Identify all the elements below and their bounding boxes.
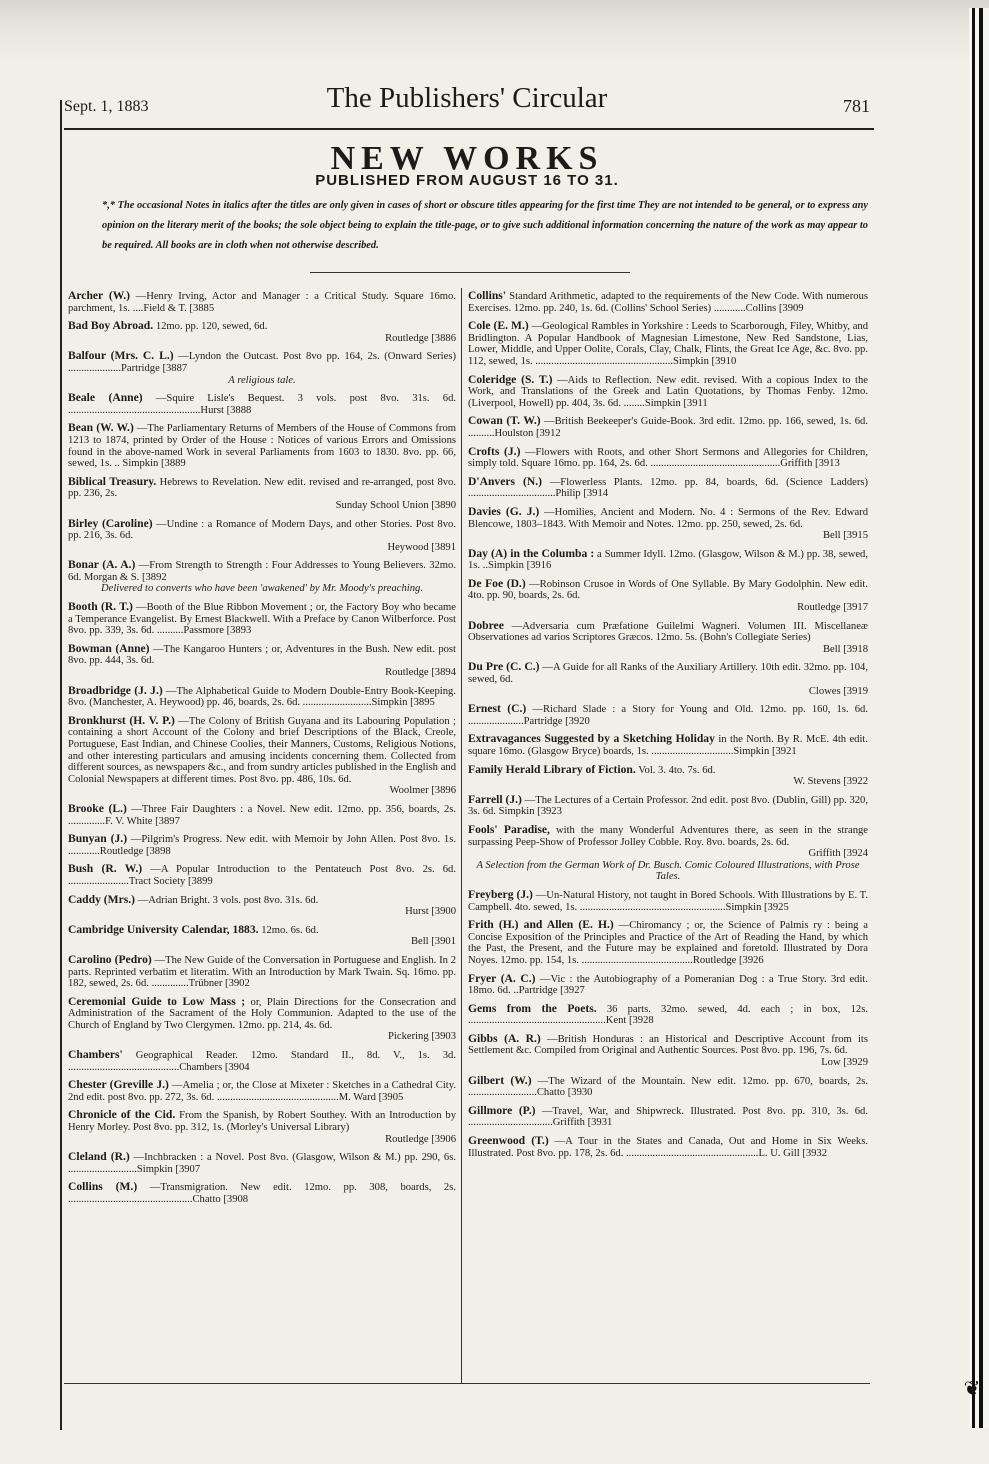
- entry-text: —Transmigration. New edit. 12mo. pp. 308, boards, 2s. ...............................................Chatto [3908: [68, 1182, 456, 1205]
- book-entry: [68, 863, 456, 887]
- entry-text: —Un-Natural History, not taught in Bored Schools. With Illustrations by E. T. Campbell. 4to. sewed, 1s. .......................................................Simpkin [3925: [468, 889, 868, 913]
- entry-heading: Ernest (C.): [468, 702, 527, 716]
- entry-note: Delivered to converts who have been 'awakened' by Mr. Moody's preaching.: [101, 583, 423, 595]
- entry-text: a Summer Idyll. 12mo. (Glasgow, Wilson & M.) pp. 38, sewed, 1s. ..Simpkin [3916: [468, 548, 868, 572]
- entry-text: —Robinson Crusoe in Words of One Syllable. By Mary Godolphin. New edit. 4to. pp. 90, boards, 2s. 6d.: [468, 578, 869, 602]
- entry-heading: Gibbs (A. R.): [468, 1031, 541, 1045]
- left-column: [68, 290, 456, 1212]
- book-entry: [468, 824, 868, 883]
- entry-text: —Amelia ; or, the Close at Mixeter : Sketches in a Cathedral City. 2nd edit. post 8vo. pp. 272, 3s. 6d. ..............................................M. Ward [3905: [68, 1080, 457, 1103]
- book-entry: [68, 290, 456, 314]
- entry-heading: Archer (W.): [68, 289, 130, 302]
- book-entry: [468, 446, 868, 470]
- entry-text: —Geological Rambles in Yorkshire : Leeds to Scarborough, Filey, Whitby, and Bridlington. A Popular Handbook of Magnesian Limestone, New Red Sandstone, Lias, Lower, Middle, and Upper Oolite, Corals, Clay, Chalk, Flints, the Great Ice Age, &c. 8vo. pp. 112, sewed, 1s. ....................................................Simpkin [3910: [468, 321, 868, 367]
- entry-publisher: Routledge [3906: [385, 1133, 456, 1145]
- book-entry: [68, 954, 456, 990]
- entry-publisher: Woolmer [3896: [389, 785, 456, 797]
- entry-heading: D'Anvers (N.): [468, 474, 542, 488]
- entry-heading: Du Pre (C. C.): [468, 660, 540, 674]
- entry-text: —British Beekeeper's Guide-Book. 3rd edit. 12mo. pp. 166, sewed, 1s. 6d. ..........Houlston [3912: [468, 416, 868, 439]
- entry-text: —The Parliamentary Returns of Members of the House of Commons from 1213 to 1874, printed by Order of the House : Notices of various Errors and Omissions found in the above-named Work in several Parliaments from 1603 to 1830. 8vo. pp. 66, sewed, 1s. .. Simpkin [3889: [68, 423, 456, 470]
- entry-text: with the many Wonderful Adventures there, as seen in the strange surpassing Peep-Show of Professor Jolley Cobble. Roy. 8vo. boards, 2s. 6d.: [468, 824, 869, 848]
- entry-heading: Freyberg (J.): [468, 887, 533, 901]
- entry-text: —Henry Irving, Actor and Manager : a Critical Study. Square 16mo. parchment, 1s. ....Field & T. [3885: [68, 291, 456, 314]
- book-entry: [68, 1049, 456, 1073]
- page-header: [64, 82, 870, 128]
- entry-publisher: Routledge [3894: [385, 667, 456, 679]
- book-entry: [68, 833, 456, 857]
- entry-heading: Bean (W. W.): [68, 421, 134, 435]
- book-entry: [468, 764, 868, 788]
- book-entry: [468, 506, 868, 542]
- entry-heading: Brooke (L.): [68, 801, 127, 815]
- entry-text: —Three Fair Daughters : a Novel. New edit. 12mo. pp. 356, boards, 2s. ..............F. V. White [3897: [68, 803, 457, 827]
- entry-publisher: Clowes [3919: [808, 685, 868, 697]
- book-entry: [68, 643, 456, 679]
- entry-heading: Crofts (J.): [468, 444, 521, 458]
- entry-text: —Chiromancy ; or, the Science of Palmis ry : being a Concise Exposition of the Principles and Practice of the Art of Reading the Hand, by which the Past, the Present, and the Future may be explained and foretold. Illustrated by Dora Noyes. 12mo. pp. 154, 1s. ..........................................Routledge [3926: [468, 920, 868, 966]
- entry-heading: Chambers': [68, 1048, 123, 1062]
- entry-text: or, Plain Directions for the Consecration and Administration of the Sacrament of the Holy Communion. Adapted to the use of the Church of England by Two Clergymen. 12mo. pp. 214, 4s. 6d.: [68, 996, 456, 1031]
- entry-text: 12mo. pp. 120, sewed, 6d.: [155, 321, 268, 333]
- entry-heading: Coleridge (S. T.): [468, 372, 553, 386]
- entry-text: —The Lectures of a Certain Professor. 2nd edit. post 8vo. (Dublin, Gill) pp. 320, 3s. 6d. Simpkin [3923: [468, 794, 868, 818]
- entry-heading: Bad Boy Abroad.: [68, 319, 154, 333]
- book-entry: [468, 290, 868, 314]
- entry-publisher: Bell [3915: [822, 530, 868, 542]
- entry-text: —The Alphabetical Guide to Modern Double-Entry Book-Keeping. 8vo. (Manchester, A. Heywood) pp. 46, boards, 2s. 6d. ..........................Simpkin [3895: [68, 685, 456, 709]
- book-entry: [68, 1079, 456, 1103]
- book-entry: [468, 1135, 868, 1159]
- book-entry: [68, 320, 456, 344]
- entry-heading: Cole (E. M.): [468, 319, 529, 333]
- book-entry: [468, 1003, 868, 1027]
- entry-heading: Balfour (Mrs. C. L.): [68, 349, 174, 363]
- entry-text: —A Guide for all Ranks of the Auxiliary Artillery. 10th edit. 32mo. pp. 104, sewed, 6d.: [468, 662, 869, 686]
- book-entry: [468, 374, 868, 410]
- entry-text: From the Spanish, by Robert Southey. With an Introduction by Henry Morley. Post 8vo. pp. 312, 1s. (Morley's Universal Library): [68, 1110, 457, 1134]
- entry-heading: Greenwood (T.): [468, 1134, 549, 1148]
- page-top-edge: [0, 0, 989, 62]
- entry-text: 36 parts. 32mo. sewed, 4d. each ; in box, 12s. ....................................................Kent [3928: [468, 1003, 868, 1027]
- entry-heading: Cambridge University Calendar, 1883.: [68, 922, 259, 936]
- intro-rule: [310, 272, 630, 273]
- entry-text: —Adrian Bright. 3 vols. post 8vo. 31s. 6d.: [137, 894, 319, 906]
- book-entry: [468, 661, 868, 697]
- entry-heading: Collins': [468, 289, 507, 302]
- entry-heading: Cleland (R.): [68, 1150, 130, 1164]
- entry-text: Vol. 3. 4to. 7s. 6d.: [638, 764, 716, 776]
- entry-text: 12mo. 6s. 6d.: [261, 924, 319, 936]
- entry-heading: Fryer (A. C.): [468, 971, 536, 985]
- column-divider: [461, 288, 462, 1384]
- entry-text: —From Strength to Strength : Four Addresses to Young Believers. 32mo. 6d. Morgan & S. [3892: [68, 560, 456, 583]
- entry-heading: Chronicle of the Cid.: [68, 1108, 176, 1122]
- header-title: The Publishers' Circular: [326, 82, 608, 114]
- entry-publisher: Hurst [3900: [405, 906, 456, 918]
- book-entry: [68, 1151, 456, 1175]
- section-heading: NEW WORKS: [330, 140, 604, 177]
- entry-heading: Farrell (J.): [468, 792, 522, 806]
- entry-heading: Collins (M.): [68, 1180, 138, 1194]
- entry-text: —The Wizard of the Mountain. New edit. 12mo. pp. 670, boards, 2s. ..........................Chatto [3930: [468, 1075, 869, 1099]
- book-entry: [468, 919, 868, 966]
- entry-text: —Squire Lisle's Bequest. 3 vols. post 8vo. 31s. 6d. ..................................................Hurst [3888: [68, 393, 457, 416]
- entry-heading: Day (A) in the Columba :: [468, 546, 595, 560]
- entry-text: —Booth of the Blue Ribbon Movement ; or, the Factory Boy who became a Temperance Evangelist. By Ernest Blackwell. With a Preface by Canon Wilberforce. Post 8vo. pp. 339, 3s. 6d. ..........Passmore [3893: [68, 602, 456, 637]
- entry-note: A religious tale.: [228, 374, 296, 386]
- entry-heading: Booth (R. T.): [68, 600, 133, 614]
- entry-heading: Family Herald Library of Fiction.: [468, 762, 636, 776]
- entry-text: —Aids to Reflection. New edit. revised. With a copious Index to the Work, and Translations of the Greek and Latin Quotations, by Thomas Fenby. 12mo. (Liverpool, Howell) pp. 404, 3s. 6d. ........Simpkin [3911: [468, 374, 868, 409]
- book-entry: [68, 715, 456, 797]
- book-entry: [468, 476, 868, 500]
- entry-heading: Bronkhurst (H. V. P.): [68, 713, 175, 727]
- entry-heading: Davies (G. J.): [468, 504, 540, 518]
- entry-publisher: Routledge [3886: [385, 332, 456, 344]
- entry-publisher: Pickering [3903: [388, 1031, 456, 1043]
- entry-heading: Birley (Caroline): [68, 516, 153, 530]
- book-entry: [468, 548, 868, 572]
- book-entry: [68, 350, 456, 386]
- entry-publisher: Bell [3901: [410, 936, 456, 948]
- entry-publisher: Heywood [3891: [387, 541, 456, 553]
- book-entry: [68, 894, 456, 918]
- entry-publisher: Sunday School Union [3890: [335, 499, 456, 511]
- entry-heading: Bunyan (J.): [68, 832, 128, 846]
- entry-text: —Inchbracken : a Novel. Post 8vo. (Glasgow, Wilson & M.) pp. 290, 6s. ..........................Simpkin [3907: [68, 1152, 456, 1175]
- entry-heading: Gilbert (W.): [468, 1073, 532, 1087]
- ornament-icon: ❦: [963, 1378, 981, 1400]
- book-entry: [68, 685, 456, 709]
- page-number: 781: [843, 96, 870, 116]
- book-entry: [468, 620, 868, 656]
- entry-text: —Adversaria cum Præfatione Guilelmi Wagneri. Volumen III. Miscellaneæ Observationes ad varios Scriptores Græcos. 12mo. 5s. (Bohn's Collegiate Series): [468, 620, 869, 644]
- entry-text: —Richard Slade : a Story for Young and Old. 12mo. pp. 160, 1s. 6d. .....................Partridge [3920: [468, 704, 868, 727]
- entry-heading: Chester (Greville J.): [68, 1078, 169, 1092]
- entry-heading: Carolino (Pedro): [68, 952, 152, 966]
- entry-text: —A Tour in the States and Canada, Out and Home in Six Weeks. Illustrated. Post 8vo. pp. 178, 2s. 6d. ..................................................L. U. Gill [3932: [468, 1136, 869, 1159]
- entry-heading: Frith (H.) and Allen (E. H.): [468, 918, 614, 932]
- book-entry: [468, 1075, 868, 1099]
- entry-heading: Caddy (Mrs.): [68, 892, 135, 906]
- entry-note: A Selection from the German Work of Dr. Busch. Comic Coloured Illustrations, with Prose Tales.: [476, 859, 860, 883]
- book-entry: [68, 476, 456, 512]
- book-entry: [468, 578, 868, 614]
- entry-text: —Travel, War, and Shipwreck. Illustrated. Post 8vo. pp. 310, 3s. 6d. ................................Griffith [3931: [468, 1105, 868, 1129]
- entry-publisher: Routledge [3917: [797, 602, 868, 614]
- header-rule: [64, 128, 874, 130]
- entry-heading: Biblical Treasury.: [68, 474, 157, 488]
- book-entry: [68, 392, 456, 416]
- entry-text: —Vic : the Autobiography of a Pomeranian Dog : a True Story. 3rd edit. 18mo. 6d. ..Partridge [3927: [468, 973, 868, 997]
- entry-heading: De Foe (D.): [468, 576, 526, 590]
- entry-text: —The Kangaroo Hunters ; or, Adventures in the Bush. New edit. post 8vo. pp. 444, 3s. 6d.: [68, 643, 456, 667]
- entry-text: —Pilgrim's Progress. New edit. with Memoir by John Allen. Post 8vo. 1s. ............Routledge [3898: [68, 834, 456, 857]
- entry-heading: Bush (R. W.): [68, 862, 143, 876]
- bottom-rule: [64, 1383, 870, 1384]
- book-entry: [468, 415, 868, 439]
- entry-text: —Homilies, Ancient and Modern. No. 4 : Sermons of the Rev. Edward Blencowe, 1803–1843. With Memoir and Notes. 12mo. pp. 250, sewed, 2s. 6d.: [468, 506, 868, 530]
- book-entry: [68, 601, 456, 637]
- header-date: Sept. 1, 1883: [64, 98, 149, 115]
- book-entry: [68, 803, 456, 827]
- entry-text: Standard Arithmetic, adapted to the requirements of the New Code. With numerous Exercises. 12mo. pp. 240, 1s. 6d. (Collins' School Series) ............Collins [3909: [468, 291, 868, 314]
- book-entry: [468, 1033, 868, 1069]
- entry-heading: Bonar (A. A.): [68, 558, 136, 572]
- entry-heading: Gillmore (P.): [468, 1103, 536, 1117]
- entry-heading: Beale (Anne): [68, 391, 143, 405]
- entry-text: Hebrews to Revelation. New edit. revised and re-arranged, post 8vo. pp. 236, 2s.: [68, 476, 456, 500]
- book-entry: [468, 320, 868, 367]
- entry-text: —Flowerless Plants. 12mo. pp. 84, boards, 6d. (Science Ladders) .................................Philip [3914: [468, 476, 868, 500]
- entry-text: —Flowers with Roots, and other Short Sermons and Allegories for Children, simply told. Square 16mo. pp. 164, 2s. 6d. .................................................Griffith [3913: [468, 446, 868, 470]
- entry-text: —British Honduras : an Historical and Descriptive Account from its Settlement &c. Compiled from Original and Authentic Sources. Post 8vo. pp. 196, 7s. 6d.: [468, 1033, 868, 1057]
- book-entry: [468, 733, 868, 757]
- section-subheading: PUBLISHED FROM AUGUST 16 TO 31.: [315, 172, 619, 189]
- book-entry: [68, 422, 456, 469]
- entry-text: Geographical Reader. 12mo. Standard II., 8d. V., 1s. 3d. ..........................................Chambers [3904: [68, 1050, 456, 1073]
- right-column: [468, 290, 868, 1165]
- book-entry: [68, 924, 456, 948]
- entry-publisher: W. Stevens [3922: [793, 776, 868, 788]
- book-entry: [68, 518, 456, 554]
- entry-heading: Ceremonial Guide to Low Mass ;: [68, 994, 246, 1008]
- book-entry: [68, 996, 456, 1043]
- book-entry: [468, 703, 868, 727]
- entry-text: —Lyndon the Outcast. Post 8vo pp. 164, 2s. (Onward Series) ....................Partridge [3887: [68, 351, 456, 374]
- entry-heading: Cowan (T. W.): [468, 414, 541, 428]
- entry-publisher: Low [3929: [821, 1057, 868, 1069]
- entry-heading: Fools' Paradise,: [468, 822, 550, 836]
- entry-text: —The New Guide of the Conversation in Portuguese and English. In 2 parts. Reprinted verbatim et literatim. With an Introduction by Mark Twain. Sq. 16mo. pp. 182, sewed, 2s. 6d. ..............Trübner [3902: [68, 954, 456, 990]
- book-entry: [468, 889, 868, 913]
- entry-text: in the North. By R. McE. 4th edit. square 16mo. (Glasgow Bryce) boards, 1s. ...............................Simpkin [3921: [468, 734, 869, 757]
- book-entry: [68, 1109, 456, 1145]
- entry-publisher: Bell [3918: [822, 643, 868, 655]
- book-entry: [468, 1105, 868, 1129]
- page-left-rule: [60, 100, 62, 1430]
- entry-text: —The Colony of British Guyana and its Labouring Population ; containing a short Account of the Colony and brief Descriptions of the Black, Creole, Portuguese, East Indian, and Chinese Coolies, their Manners, Customs, Religious Notions, and other interesting particulars and amusing incidents concerning them. Collected from different sources, as newspapers &c., and from sundry articles published in the English and Colonial Newspapers at different times. Post 8vo. pp. 486, 10s. 6d.: [68, 715, 456, 785]
- book-entry: [468, 794, 868, 818]
- entry-heading: Extravagances Suggested by a Sketching Holiday: [468, 732, 715, 746]
- entry-heading: Gems from the Poets.: [468, 1001, 597, 1015]
- entry-heading: Bowman (Anne): [68, 641, 150, 655]
- binding-border: [969, 8, 989, 1428]
- book-entry: [68, 559, 456, 595]
- entry-text: —Undine : a Romance of Modern Days, and other Stories. Post 8vo. pp. 216, 3s. 6d.: [68, 518, 456, 542]
- entry-text: —A Popular Introduction to the Pentateuch Post 8vo. 2s. 6d. .......................Tract Society [3899: [68, 864, 456, 887]
- entry-heading: Broadbridge (J. J.): [68, 683, 163, 697]
- entry-heading: Dobree: [468, 618, 504, 632]
- book-entry: [468, 973, 868, 997]
- book-entry: [68, 1181, 456, 1205]
- intro-note: *,* The occasional Notes in italics after the titles are only given in cases of short or obscure titles appearing for the first time They are not intended to be general, or to express any opinion on the literary merit of the books; the sole object being to explain the title-page, or to give such additional information concerning the nature of the work as may appear to be required. All books are in cloth when not otherwise described.: [102, 200, 868, 251]
- entry-publisher: Griffith [3924: [808, 848, 868, 860]
